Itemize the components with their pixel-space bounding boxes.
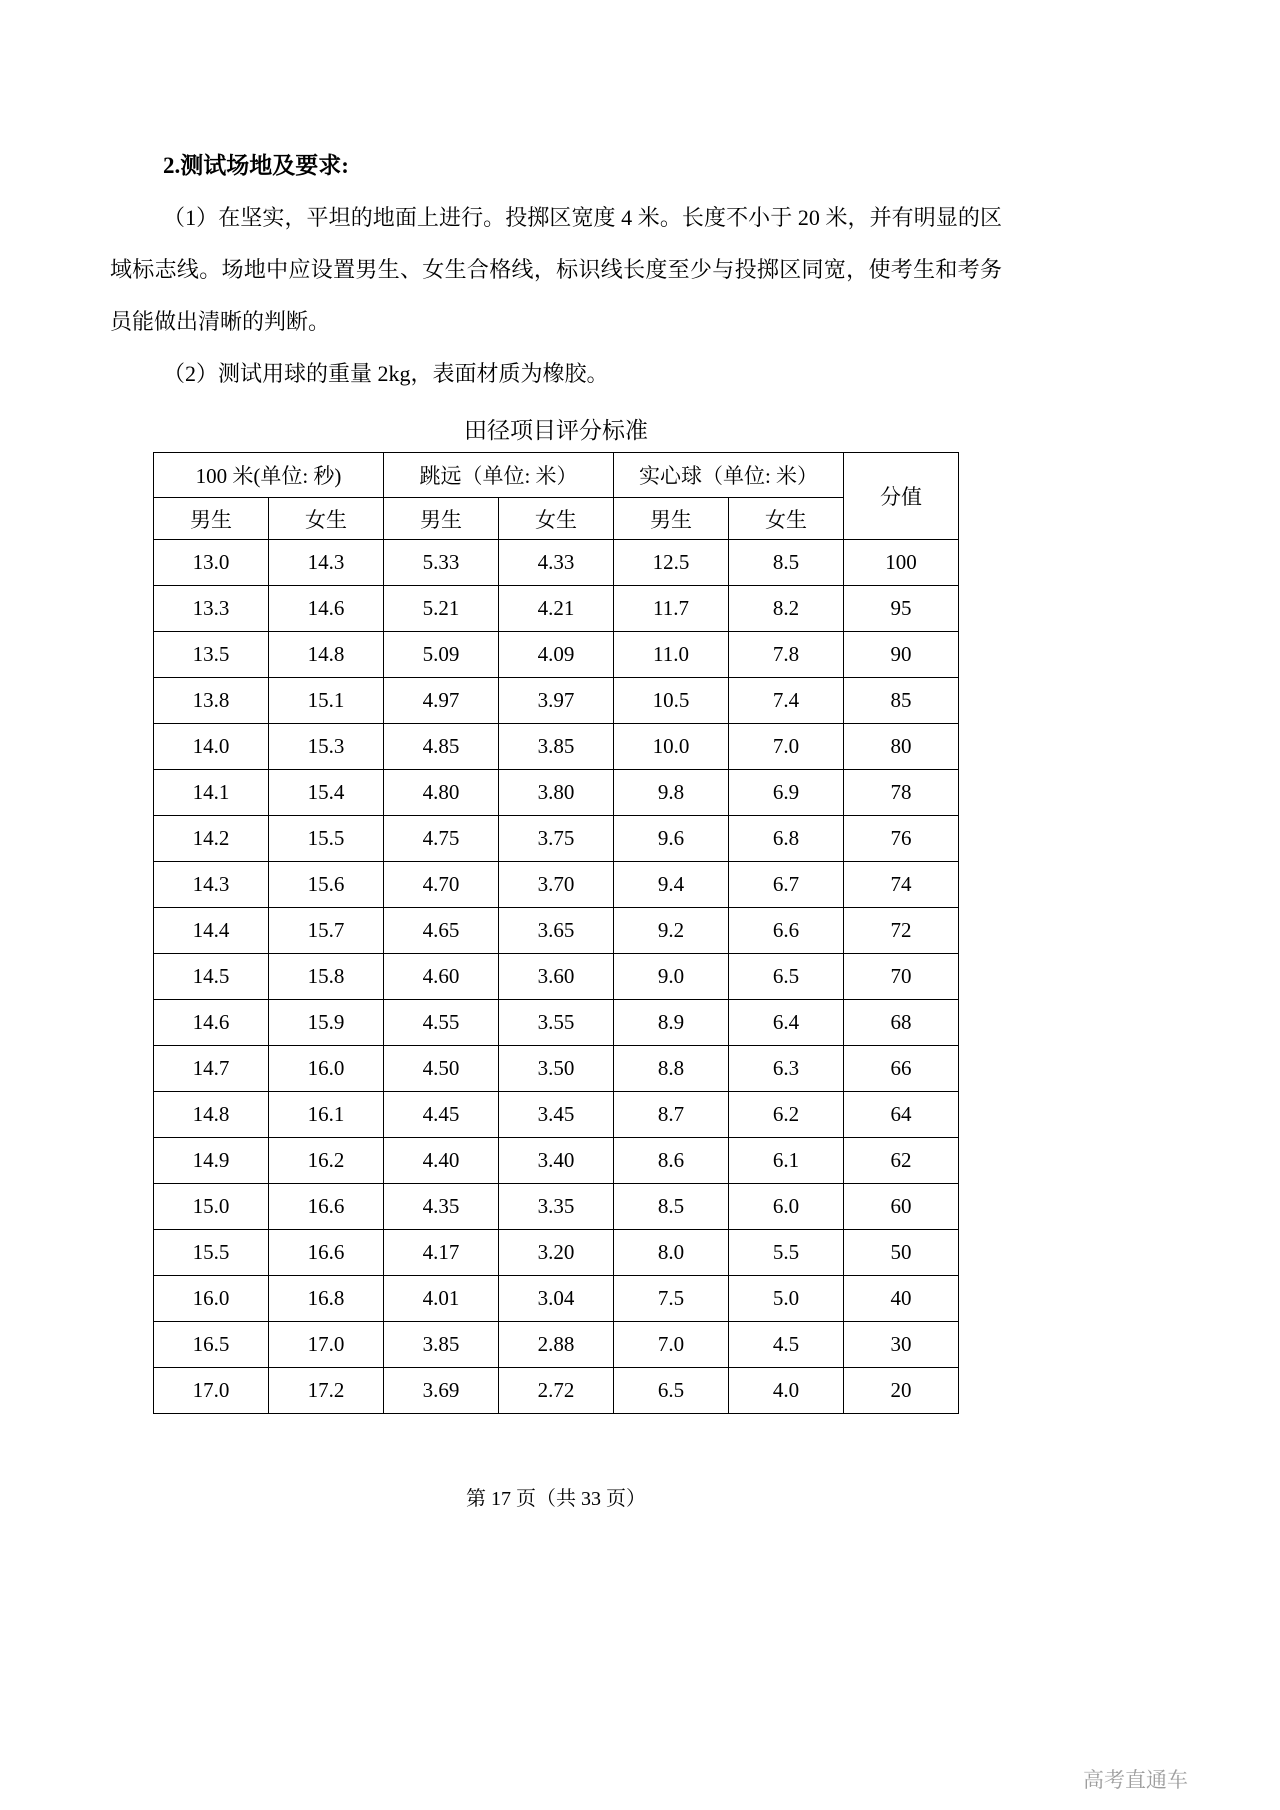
table-cell: 11.0 <box>614 632 729 678</box>
table-cell: 4.40 <box>384 1138 499 1184</box>
table-cell: 7.4 <box>729 678 844 724</box>
table-cell: 50 <box>844 1230 959 1276</box>
column-group-100m: 100 米(单位: 秒) <box>154 453 384 498</box>
subcolumn-long-jump-female: 女生 <box>499 498 614 540</box>
table-cell: 17.0 <box>269 1322 384 1368</box>
table-row <box>154 954 959 1000</box>
subcolumn-100m-female: 女生 <box>269 498 384 540</box>
table-cell: 4.45 <box>384 1092 499 1138</box>
table-cell: 3.60 <box>499 954 614 1000</box>
table-cell: 5.0 <box>729 1276 844 1322</box>
table-cell: 2.72 <box>499 1368 614 1414</box>
table-cell: 4.85 <box>384 724 499 770</box>
table-row <box>154 678 959 724</box>
table-row <box>154 1276 959 1322</box>
table-cell: 6.1 <box>729 1138 844 1184</box>
table-cell: 13.3 <box>154 586 269 632</box>
score-table <box>153 452 959 1414</box>
table-cell: 40 <box>844 1276 959 1322</box>
paragraph-venue-requirements: （1）在坚实，平坦的地面上进行。投掷区宽度 4 米。长度不小于 20 米，并有明显的区域标志线。场地中应设置男生、女生合格线，标识线长度至少与投掷区同宽，使考生和考务员能做出清晰的判断。 <box>110 205 1002 334</box>
table-row <box>154 908 959 954</box>
subcolumn-100m-male: 男生 <box>154 498 269 540</box>
table-cell: 14.1 <box>154 770 269 816</box>
table-cell: 16.2 <box>269 1138 384 1184</box>
table-cell: 14.3 <box>154 862 269 908</box>
table-cell: 6.5 <box>729 954 844 1000</box>
table-cell: 66 <box>844 1046 959 1092</box>
table-cell: 4.55 <box>384 1000 499 1046</box>
table-cell: 4.60 <box>384 954 499 1000</box>
table-cell: 15.1 <box>269 678 384 724</box>
table-cell: 5.33 <box>384 540 499 586</box>
table-cell: 14.0 <box>154 724 269 770</box>
table-cell: 4.65 <box>384 908 499 954</box>
table-subheader-row <box>154 498 959 540</box>
table-cell: 3.45 <box>499 1092 614 1138</box>
table-cell: 9.2 <box>614 908 729 954</box>
table-cell: 3.20 <box>499 1230 614 1276</box>
table-cell: 20 <box>844 1368 959 1414</box>
table-row <box>154 1138 959 1184</box>
table-cell: 15.4 <box>269 770 384 816</box>
table-cell: 30 <box>844 1322 959 1368</box>
table-row <box>154 1000 959 1046</box>
table-cell: 6.3 <box>729 1046 844 1092</box>
table-cell: 14.6 <box>269 586 384 632</box>
subcolumn-long-jump-male: 男生 <box>384 498 499 540</box>
table-cell: 6.8 <box>729 816 844 862</box>
table-cell: 6.0 <box>729 1184 844 1230</box>
table-cell: 14.2 <box>154 816 269 862</box>
table-cell: 5.5 <box>729 1230 844 1276</box>
table-cell: 3.04 <box>499 1276 614 1322</box>
table-cell: 6.9 <box>729 770 844 816</box>
table-cell: 80 <box>844 724 959 770</box>
table-cell: 16.5 <box>154 1322 269 1368</box>
table-cell: 16.1 <box>269 1092 384 1138</box>
table-title: 田径项目评分标准 <box>464 418 648 443</box>
table-cell: 12.5 <box>614 540 729 586</box>
score-table-head <box>154 453 959 540</box>
page-number: 第 17 页（共 33 页） <box>466 1488 646 1510</box>
table-cell: 6.6 <box>729 908 844 954</box>
table-cell: 8.0 <box>614 1230 729 1276</box>
table-cell: 8.7 <box>614 1092 729 1138</box>
table-cell: 16.0 <box>154 1276 269 1322</box>
table-cell: 4.5 <box>729 1322 844 1368</box>
table-cell: 100 <box>844 540 959 586</box>
table-cell: 11.7 <box>614 586 729 632</box>
table-cell: 7.0 <box>614 1322 729 1368</box>
table-cell: 60 <box>844 1184 959 1230</box>
table-cell: 4.0 <box>729 1368 844 1414</box>
table-cell: 4.21 <box>499 586 614 632</box>
table-cell: 6.4 <box>729 1000 844 1046</box>
table-cell: 7.5 <box>614 1276 729 1322</box>
table-cell: 74 <box>844 862 959 908</box>
table-cell: 8.9 <box>614 1000 729 1046</box>
table-cell: 3.35 <box>499 1184 614 1230</box>
table-cell: 15.5 <box>269 816 384 862</box>
table-cell: 4.09 <box>499 632 614 678</box>
table-cell: 4.75 <box>384 816 499 862</box>
paragraph-ball-spec: （2）测试用球的重量 2kg，表面材质为橡胶。 <box>163 361 609 386</box>
table-cell: 3.85 <box>384 1322 499 1368</box>
subcolumn-medicine-ball-female: 女生 <box>729 498 844 540</box>
table-cell: 16.6 <box>269 1184 384 1230</box>
table-cell: 15.8 <box>269 954 384 1000</box>
table-cell: 10.0 <box>614 724 729 770</box>
table-cell: 14.8 <box>269 632 384 678</box>
table-cell: 8.5 <box>614 1184 729 1230</box>
table-row <box>154 1184 959 1230</box>
table-cell: 3.55 <box>499 1000 614 1046</box>
table-cell: 17.0 <box>154 1368 269 1414</box>
table-cell: 13.8 <box>154 678 269 724</box>
table-cell: 15.3 <box>269 724 384 770</box>
table-row <box>154 586 959 632</box>
table-cell: 4.33 <box>499 540 614 586</box>
table-cell: 13.0 <box>154 540 269 586</box>
table-cell: 8.5 <box>729 540 844 586</box>
subcolumn-medicine-ball-male: 男生 <box>614 498 729 540</box>
table-cell: 76 <box>844 816 959 862</box>
table-cell: 3.97 <box>499 678 614 724</box>
table-cell: 5.21 <box>384 586 499 632</box>
table-cell: 8.8 <box>614 1046 729 1092</box>
table-cell: 13.5 <box>154 632 269 678</box>
table-row <box>154 540 959 586</box>
table-cell: 4.01 <box>384 1276 499 1322</box>
table-cell: 17.2 <box>269 1368 384 1414</box>
table-row <box>154 1322 959 1368</box>
table-row <box>154 1092 959 1138</box>
table-cell: 4.50 <box>384 1046 499 1092</box>
table-row <box>154 770 959 816</box>
column-group-long-jump: 跳远（单位: 米） <box>384 453 614 498</box>
table-cell: 3.65 <box>499 908 614 954</box>
table-cell: 4.17 <box>384 1230 499 1276</box>
document-content <box>110 140 1002 1414</box>
table-row <box>154 1368 959 1414</box>
table-cell: 4.70 <box>384 862 499 908</box>
table-cell: 90 <box>844 632 959 678</box>
table-cell: 14.5 <box>154 954 269 1000</box>
table-cell: 3.75 <box>499 816 614 862</box>
section-heading: 2.测试场地及要求: <box>163 153 349 178</box>
table-cell: 9.0 <box>614 954 729 1000</box>
table-cell: 10.5 <box>614 678 729 724</box>
table-cell: 8.2 <box>729 586 844 632</box>
table-cell: 15.9 <box>269 1000 384 1046</box>
table-cell: 9.8 <box>614 770 729 816</box>
table-cell: 64 <box>844 1092 959 1138</box>
table-cell: 15.5 <box>154 1230 269 1276</box>
table-cell: 14.4 <box>154 908 269 954</box>
table-row <box>154 632 959 678</box>
table-cell: 15.6 <box>269 862 384 908</box>
table-cell: 95 <box>844 586 959 632</box>
table-cell: 16.0 <box>269 1046 384 1092</box>
table-cell: 4.35 <box>384 1184 499 1230</box>
table-cell: 14.3 <box>269 540 384 586</box>
table-cell: 6.5 <box>614 1368 729 1414</box>
table-cell: 9.4 <box>614 862 729 908</box>
table-cell: 16.8 <box>269 1276 384 1322</box>
table-cell: 5.09 <box>384 632 499 678</box>
table-cell: 3.70 <box>499 862 614 908</box>
table-cell: 14.6 <box>154 1000 269 1046</box>
table-cell: 15.7 <box>269 908 384 954</box>
table-cell: 6.2 <box>729 1092 844 1138</box>
table-cell: 85 <box>844 678 959 724</box>
score-table-body <box>154 540 959 1414</box>
table-cell: 62 <box>844 1138 959 1184</box>
table-cell: 7.0 <box>729 724 844 770</box>
table-row <box>154 1230 959 1276</box>
table-cell: 14.7 <box>154 1046 269 1092</box>
table-cell: 8.6 <box>614 1138 729 1184</box>
table-cell: 2.88 <box>499 1322 614 1368</box>
table-cell: 68 <box>844 1000 959 1046</box>
column-group-medicine-ball: 实心球（单位: 米） <box>614 453 844 498</box>
table-cell: 4.97 <box>384 678 499 724</box>
table-cell: 3.80 <box>499 770 614 816</box>
table-row <box>154 724 959 770</box>
table-cell: 3.69 <box>384 1368 499 1414</box>
table-cell: 4.80 <box>384 770 499 816</box>
table-cell: 6.7 <box>729 862 844 908</box>
table-row <box>154 1046 959 1092</box>
table-cell: 14.9 <box>154 1138 269 1184</box>
table-cell: 7.8 <box>729 632 844 678</box>
table-cell: 3.85 <box>499 724 614 770</box>
table-row <box>154 862 959 908</box>
table-cell: 3.40 <box>499 1138 614 1184</box>
table-cell: 70 <box>844 954 959 1000</box>
table-cell: 14.8 <box>154 1092 269 1138</box>
table-cell: 78 <box>844 770 959 816</box>
table-cell: 16.6 <box>269 1230 384 1276</box>
table-cell: 3.50 <box>499 1046 614 1092</box>
table-cell: 9.6 <box>614 816 729 862</box>
table-header-group-row <box>154 453 959 498</box>
table-row <box>154 816 959 862</box>
table-cell: 15.0 <box>154 1184 269 1230</box>
column-header-score: 分值 <box>844 453 959 540</box>
table-cell: 72 <box>844 908 959 954</box>
watermark: 高考直通车 <box>1083 1768 1188 1792</box>
